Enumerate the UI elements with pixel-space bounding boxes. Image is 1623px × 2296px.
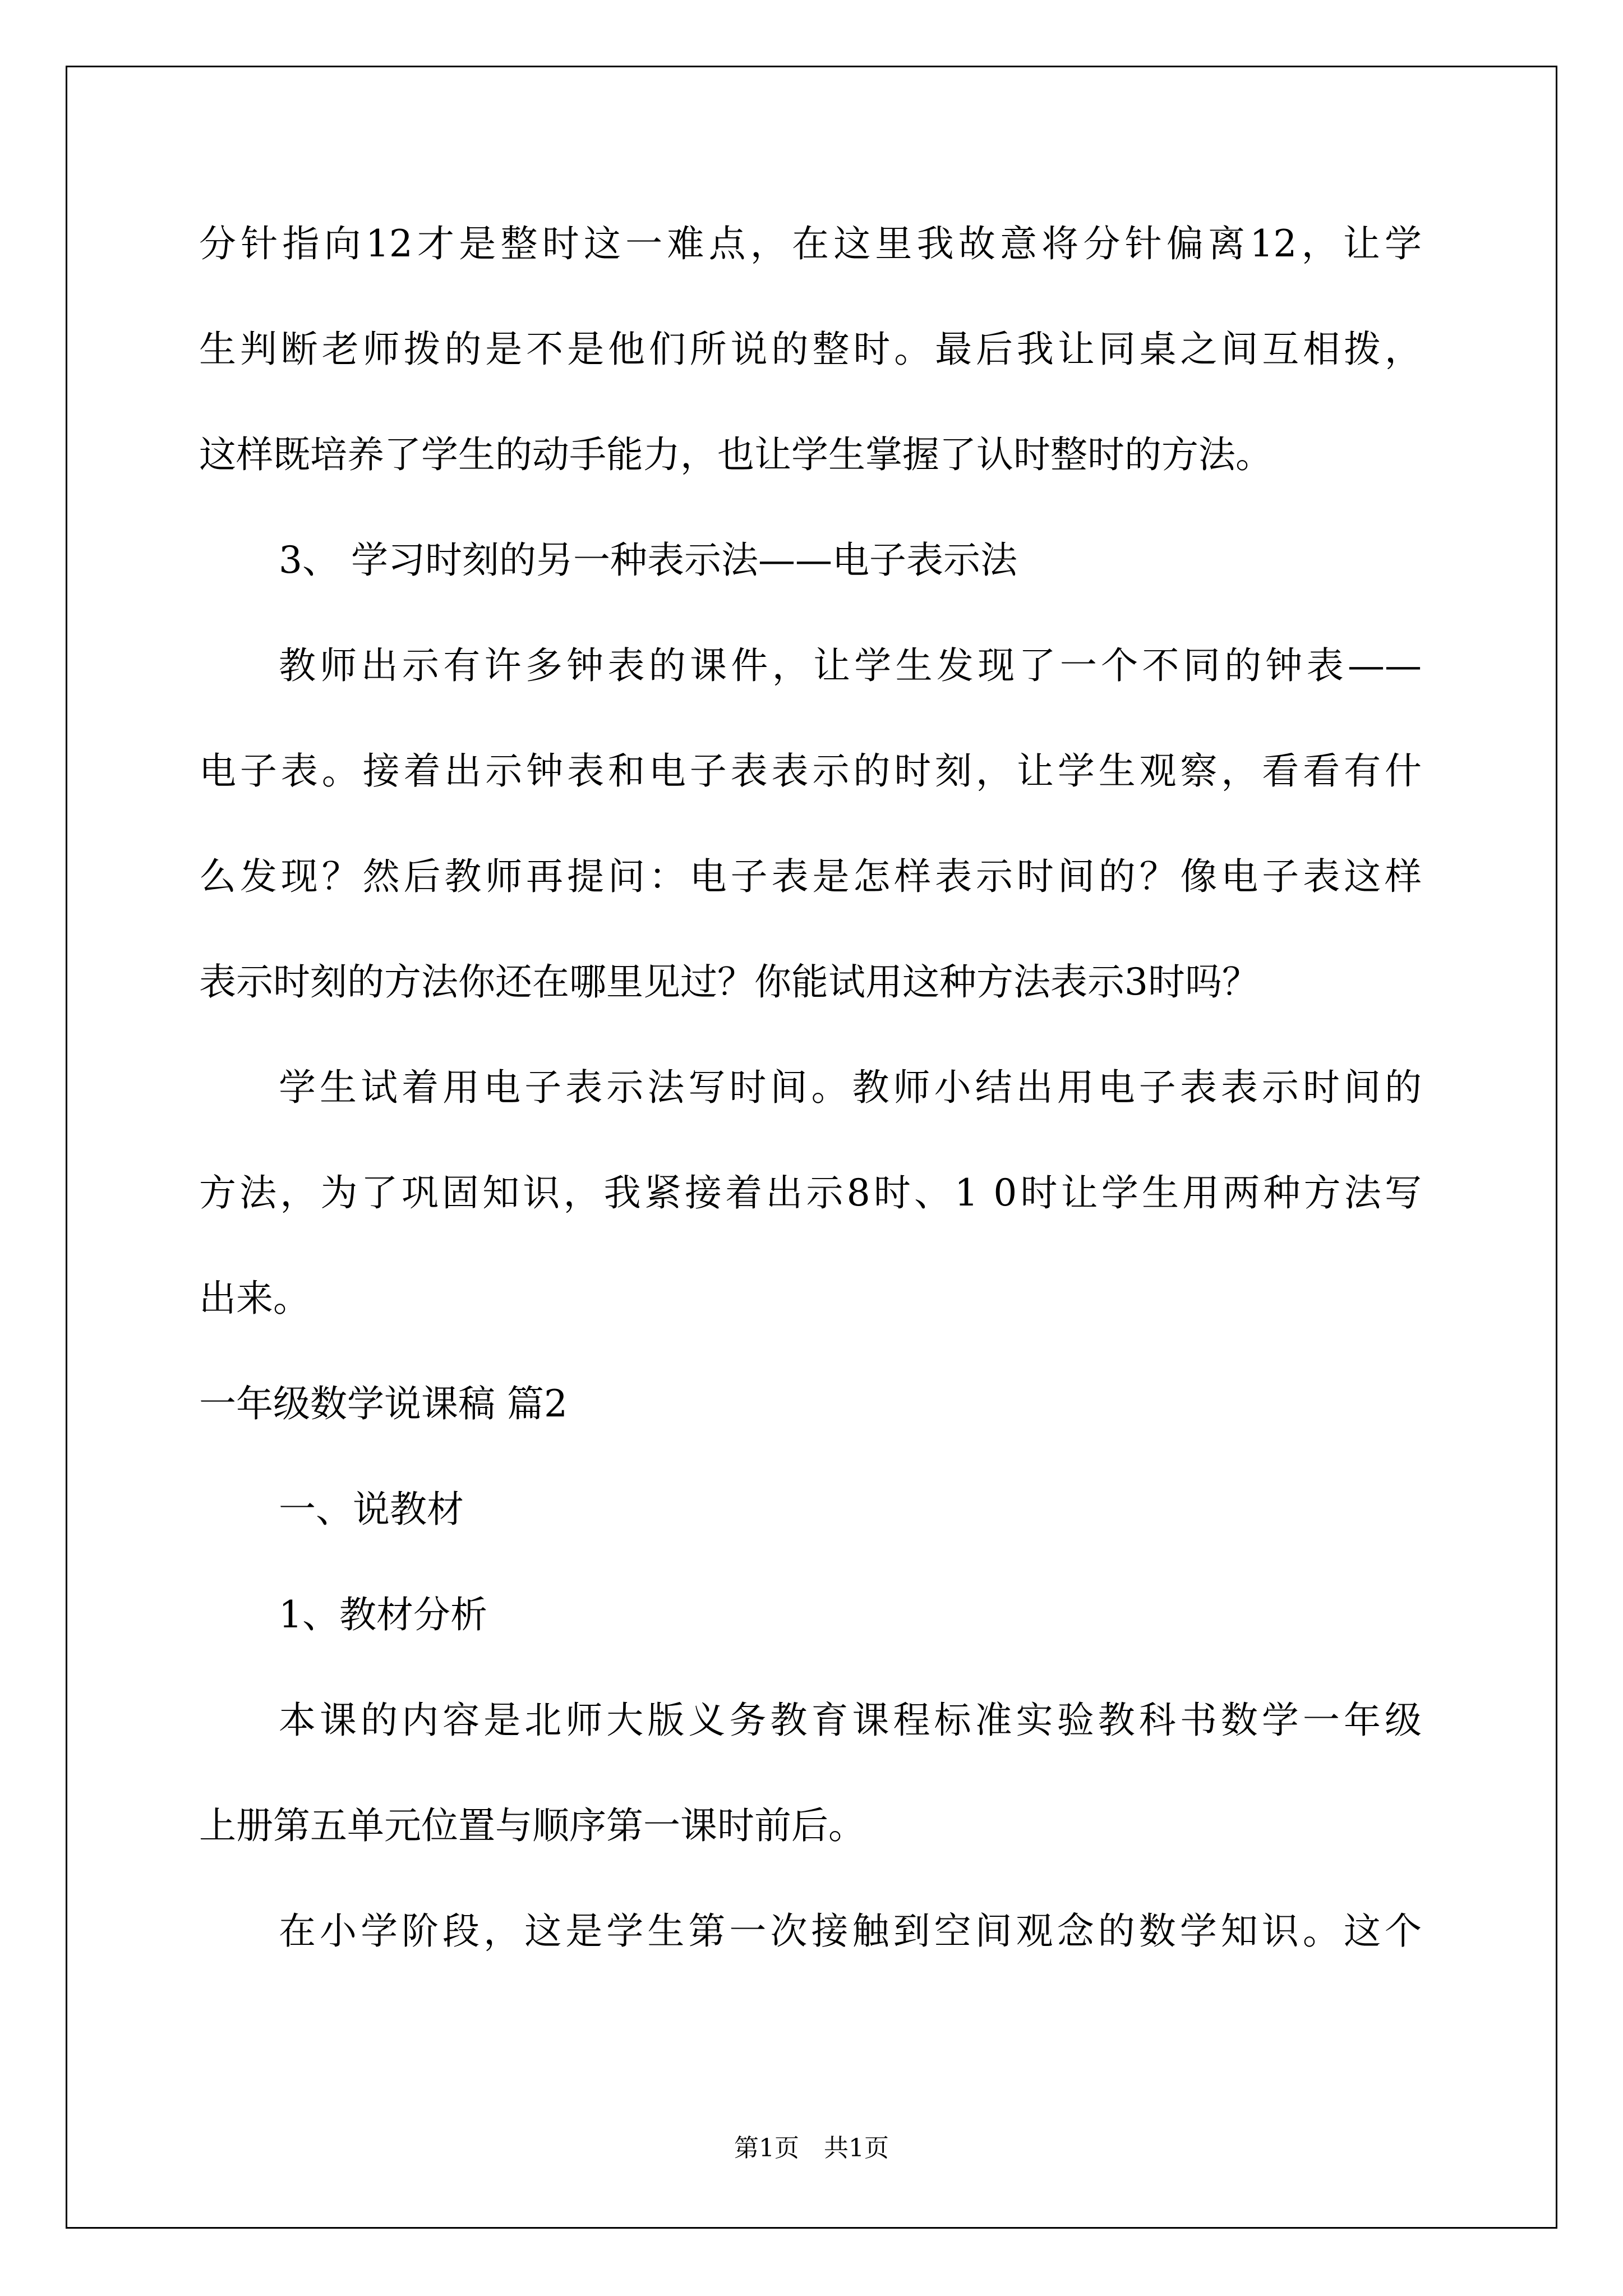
paragraph-line: 电子表。接着出示钟表和电子表表示的时刻，让学生观察，看看有什: [199, 749, 1422, 793]
paragraph-line: 表示时刻的方法你还在哪里见过？你能试用这种方法表示3时吗？: [199, 960, 1259, 1004]
paragraph-line: 上册第五单元位置与顺序第一课时前后。: [199, 1804, 865, 1847]
paragraph-line: 出来。: [199, 1277, 310, 1320]
section-heading: 一、说教材: [279, 1488, 464, 1531]
paragraph-line: 方法，为了巩固知识，我紧接着出示8时、1 0时让学生用两种方法写: [199, 1171, 1422, 1214]
paragraph-line: 分针指向12才是整时这一难点，在这里我故意将分针偏离12，让学: [199, 222, 1422, 265]
page-number-footer: 第1页 共1页: [734, 2134, 889, 2162]
paragraph-line: 教师出示有许多钟表的课件，让学生发现了一个不同的钟表——: [279, 644, 1422, 687]
section-heading: 3、 学习时刻的另一种表示法——电子表示法: [279, 539, 1017, 582]
paragraph-line: 本课的内容是北师大版义务教育课程标准实验教科书数学一年级: [279, 1699, 1422, 1742]
paragraph-line: 生判断老师拨的是不是他们所说的整时。最后我让同桌之间互相拨，: [199, 328, 1422, 371]
paragraph-line: 在小学阶段，这是学生第一次接触到空间观念的数学知识。这个: [279, 1910, 1422, 1953]
paragraph-line: 学生试着用电子表示法写时间。教师小结出用电子表表示时间的: [279, 1066, 1422, 1109]
subsection-heading: 1、教材分析: [279, 1593, 487, 1636]
paragraph-line: 么发现？然后教师再提问：电子表是怎样表示时间的？像电子表这样: [199, 855, 1422, 898]
article-title: 一年级数学说课稿 篇2: [199, 1382, 568, 1425]
paragraph-line: 这样既培养了学生的动手能力，也让学生掌握了认时整时的方法。: [199, 433, 1272, 476]
page-border: [66, 66, 1557, 2229]
